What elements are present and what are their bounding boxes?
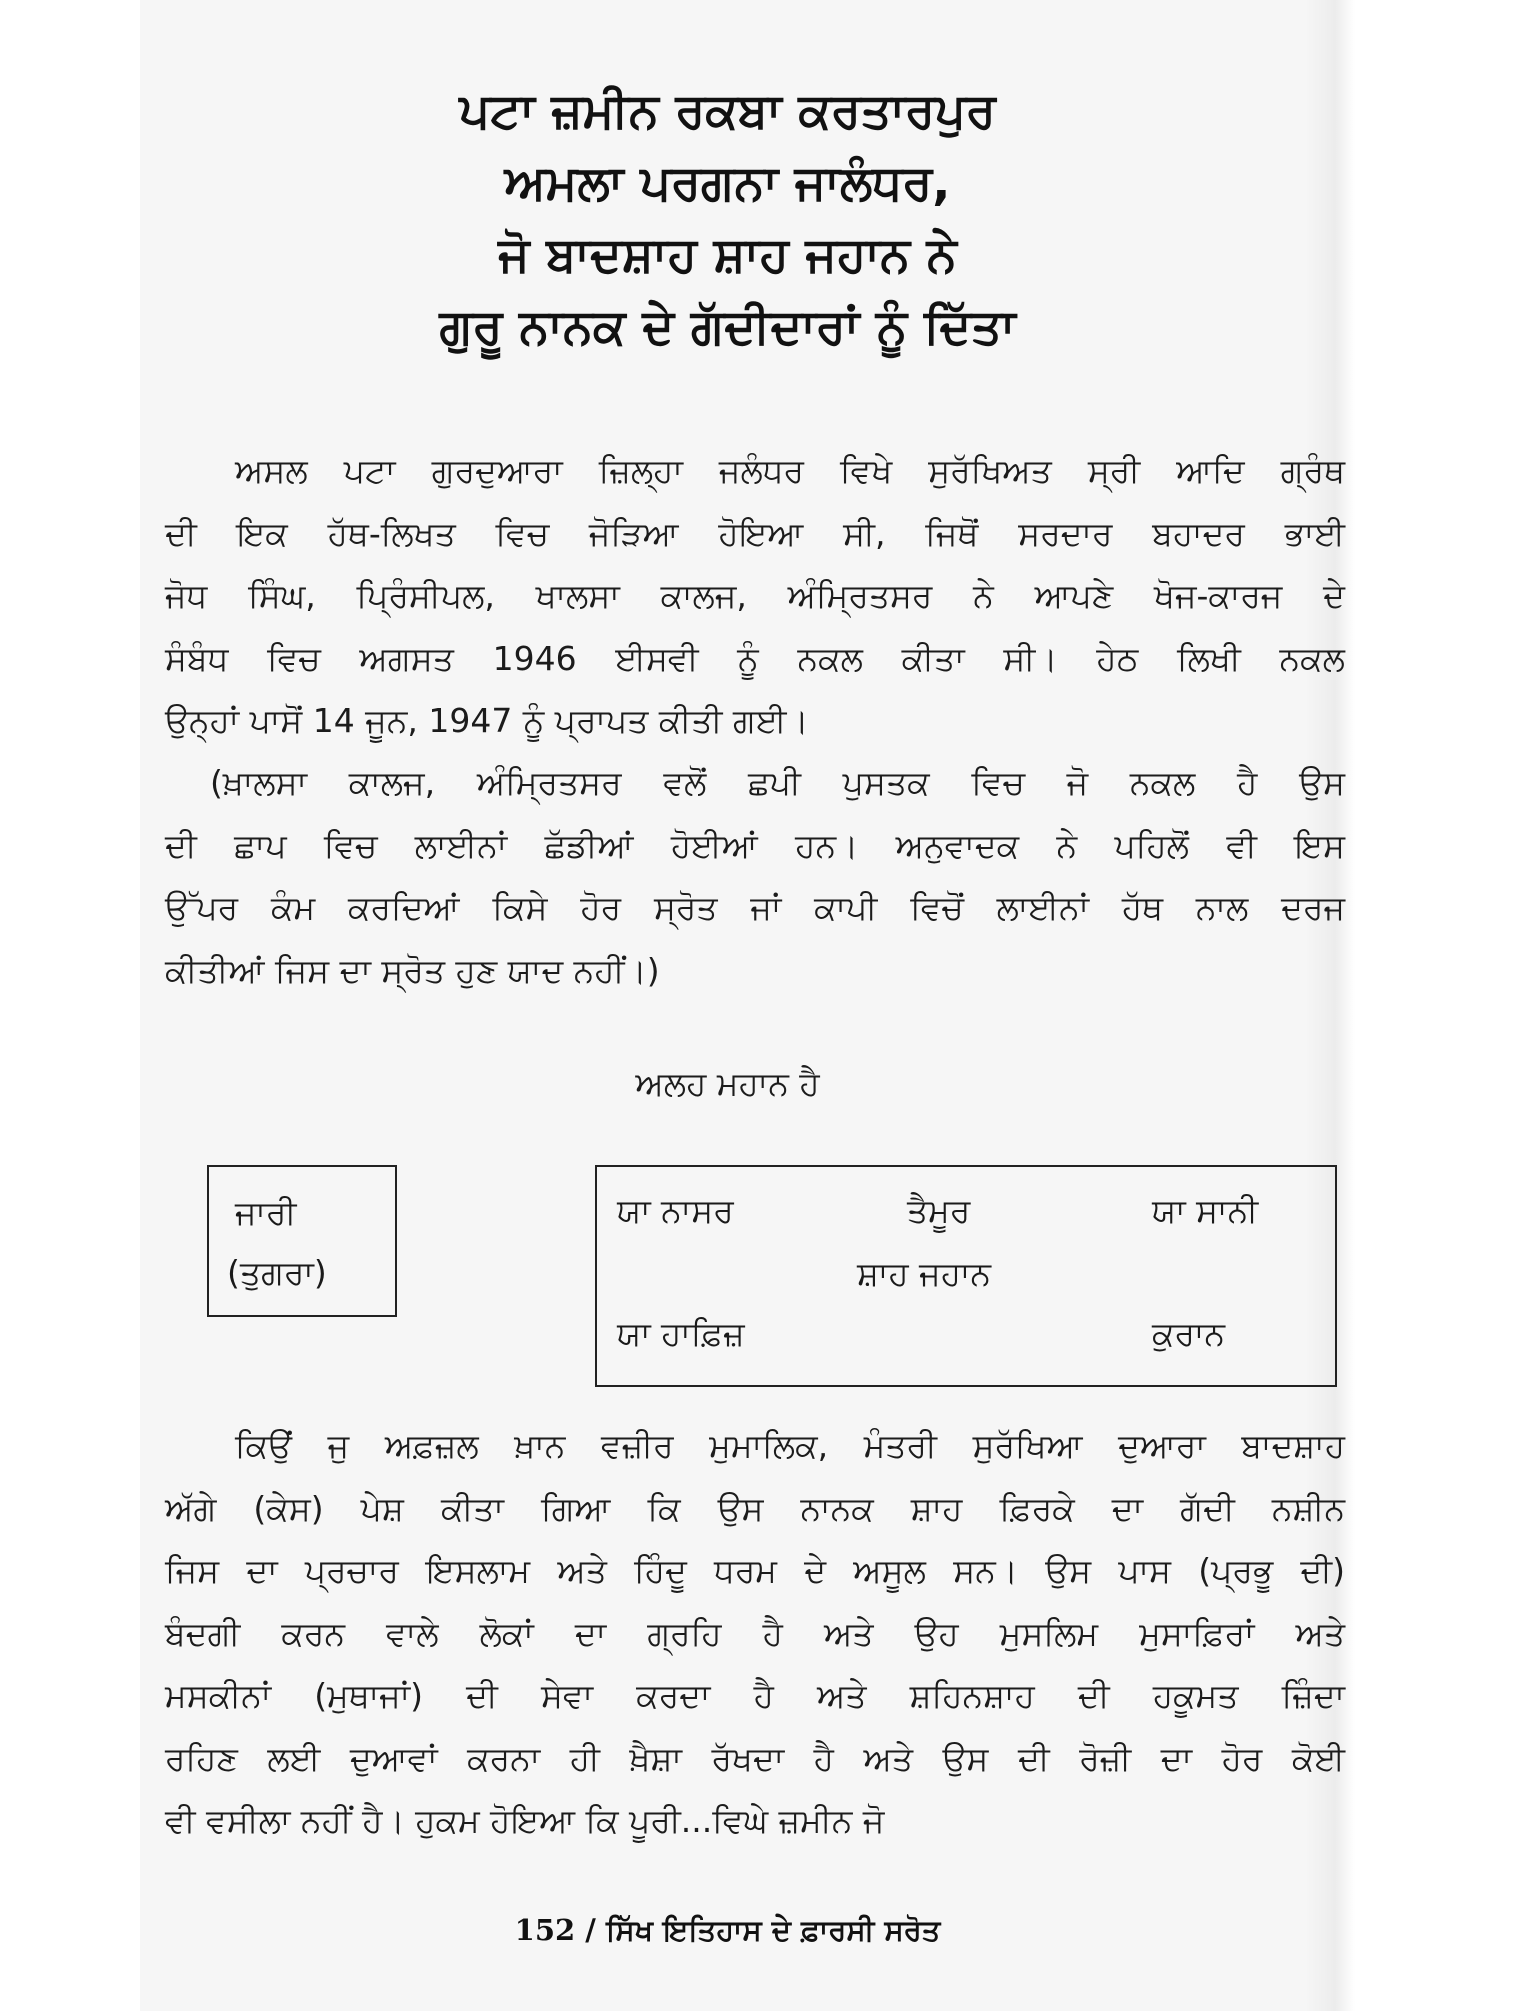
seal-box-right [595,1165,1337,1387]
paragraph-3-line: ਵੀ ਵਸੀਲਾ ਨਹੀਂ ਹੈ। ਹੁਕਮ ਹੋਇਆ ਕਿ ਪੂਰੀ...ਵਿਘੇ ਜ਼ਮੀਨ ਜੋ [165,1801,885,1840]
seal-box-left [207,1165,397,1317]
paragraph-1-line: ਜੋਧ ਸਿੰਘ, ਪ੍ਰਿੰਸੀਪਲ, ਖਾਲਸਾ ਕਾਲਜ, ਅੰਮ੍ਰਿਤਸਰ ਨੇ ਆਪਣੇ ਖੋਜ-ਕਾਰਜ ਦੇ [165,576,1345,615]
seal-left-line-2: (ਤੁਗਰਾ) [227,1253,327,1292]
seal-top-left: ਯਾ ਨਾਸਰ [617,1191,734,1230]
paragraph-1-line: ਸੰਬੰਧ ਵਿਚ ਅਗਸਤ 1946 ਈਸਵੀ ਨੂੰ ਨਕਲ ਕੀਤਾ ਸੀ। ਹੇਠ ਲਿਖੀ ਨਕਲ [165,638,1345,678]
page-number: 152 [514,1913,576,1947]
paragraph-3-line: ਜਿਸ ਦਾ ਪ੍ਰਚਾਰ ਇਸਲਾਮ ਅਤੇ ਹਿੰਦੂ ਧਰਮ ਦੇ ਅਸੂਲ ਸਨ। ਉਸ ਪਾਸ (ਪ੍ਰਭੂ ਦੀ) [165,1551,1345,1590]
paragraph-1-line: ਉਨ੍ਹਾਂ ਪਾਸੋਂ 14 ਜੂਨ, 1947 ਨੂੰ ਪ੍ਰਾਪਤ ਕੀਤੀ ਗਈ। [165,701,809,740]
seal-top-center: ਤੈਮੂਰ [907,1191,971,1230]
paragraph-3-line: ਅੱਗੇ (ਕੇਸ) ਪੇਸ਼ ਕੀਤਾ ਗਿਆ ਕਿ ਉਸ ਨਾਨਕ ਸ਼ਾਹ ਫ਼ਿਰਕੇ ਦਾ ਗੱਦੀ ਨਸ਼ੀਨ [165,1488,1345,1528]
invocation: ਅਲਹ ਮਹਾਨ ਹੈ [635,1064,820,1103]
paragraph-2-line: ਕੀਤੀਆਂ ਜਿਸ ਦਾ ਸ੍ਰੋਤ ਹੁਣ ਯਾਦ ਨਹੀਂ।) [165,950,660,990]
paragraph-3-line: ਬੰਦਗੀ ਕਰਨ ਵਾਲੇ ਲੋਕਾਂ ਦਾ ਗ੍ਰਹਿ ਹੈ ਅਤੇ ਉਹ ਮੁਸਲਿਮ ਮੁਸਾਫ਼ਿਰਾਂ ਅਤੇ [165,1613,1345,1653]
book-title: ਸਿੱਖ ਇਤਿਹਾਸ ਦੇ ਫ਼ਾਰਸੀ ਸਰੋਤ [606,1913,941,1947]
seal-top-right: ਯਾ ਸਾਨੀ [1152,1191,1259,1230]
seal-middle: ਸ਼ਾਹ ਜਹਾਨ [857,1254,992,1293]
paragraph-1-line: ਅਸਲ ਪਟਾ ਗੁਰਦੁਆਰਾ ਜ਼ਿਲ੍ਹਾ ਜਲੰਧਰ ਵਿਖੇ ਸੁਰੱਖਿਅਤ ਸ੍ਰੀ ਆਦਿ ਗ੍ਰੰਥ [235,451,1345,490]
document-title [140,75,1315,363]
paragraph-3 [165,1415,1345,1853]
seal-left-line-1: ਜਾਰੀ [235,1193,297,1232]
footer-separator: / [585,1913,596,1947]
paragraph-2 [165,752,1345,1002]
paragraph-2-line: (ਖ਼ਾਲਸਾ ਕਾਲਜ, ਅੰਮ੍ਰਿਤਸਰ ਵਲੋਂ ਛਪੀ ਪੁਸਤਕ ਵਿਚ ਜੋ ਨਕਲ ਹੈ ਉਸ [210,763,1345,802]
title-line-2: ਅਮਲਾ ਪਰਗਨਾ ਜਾਲੰਧਰ, [504,155,951,211]
title-line-1: ਪਟਾ ਜ਼ਮੀਨ ਰਕਬਾ ਕਰਤਾਰਪੁਰ [459,83,996,139]
seal-bottom-right: ਕੁਰਾਨ [1152,1314,1226,1353]
paragraph-3-line: ਕਿਉਂ ਜੁ ਅਫ਼ਜ਼ਲ ਖ਼ਾਨ ਵਜ਼ੀਰ ਮੁਮਾਲਿਕ, ਮੰਤਰੀ ਸੁਰੱਖਿਆ ਦੁਆਰਾ ਬਾਦਸ਼ਾਹ [235,1426,1345,1465]
paragraph-3-line: ਰਹਿਣ ਲਈ ਦੁਆਵਾਂ ਕਰਨਾ ਹੀ ਖ਼ੈਸ਼ਾ ਰੱਖਦਾ ਹੈ ਅਤੇ ਉਸ ਦੀ ਰੋਜ਼ੀ ਦਾ ਹੋਰ ਕੋਈ [165,1738,1345,1778]
paragraph-1-line: ਦੀ ਇਕ ਹੱਥ-ਲਿਖਤ ਵਿਚ ਜੋੜਿਆ ਹੋਇਆ ਸੀ, ਜਿਥੋਂ ਸਰਦਾਰ ਬਹਾਦਰ ਭਾਈ [165,513,1345,553]
page-footer [140,1910,1315,1950]
paragraph-2-line: ਦੀ ਛਾਪ ਵਿਚ ਲਾਈਨਾਂ ਛੱਡੀਆਂ ਹੋਈਆਂ ਹਨ। ਅਨੁਵਾਦਕ ਨੇ ਪਹਿਲੋਂ ਵੀ ਇਸ [165,825,1345,865]
seal-bottom-left: ਯਾ ਹਾਫ਼ਿਜ਼ [617,1314,745,1353]
paragraph-2-line: ਉੱਪਰ ਕੰਮ ਕਰਦਿਆਂ ਕਿਸੇ ਹੋਰ ਸ੍ਰੋਤ ਜਾਂ ਕਾਪੀ ਵਿਚੋਂ ਲਾਈਨਾਂ ਹੱਥ ਨਾਲ ਦਰਜ [165,888,1345,927]
title-line-3: ਜੋ ਬਾਦਸ਼ਾਹ ਸ਼ਾਹ ਜਹਾਨ ਨੇ [498,227,957,283]
title-line-4: ਗੁਰੂ ਨਾਨਕ ਦੇ ਗੱਦੀਦਾਰਾਂ ਨੂੰ ਦਿੱਤਾ [439,299,1016,355]
paragraph-1 [165,440,1345,753]
paragraph-3-line: ਮਸਕੀਨਾਂ (ਮੁਥਾਜਾਂ) ਦੀ ਸੇਵਾ ਕਰਦਾ ਹੈ ਅਤੇ ਸ਼ਹਿਨਸ਼ਾਹ ਦੀ ਹਕੂਮਤ ਜ਼ਿੰਦਾ [165,1676,1345,1715]
